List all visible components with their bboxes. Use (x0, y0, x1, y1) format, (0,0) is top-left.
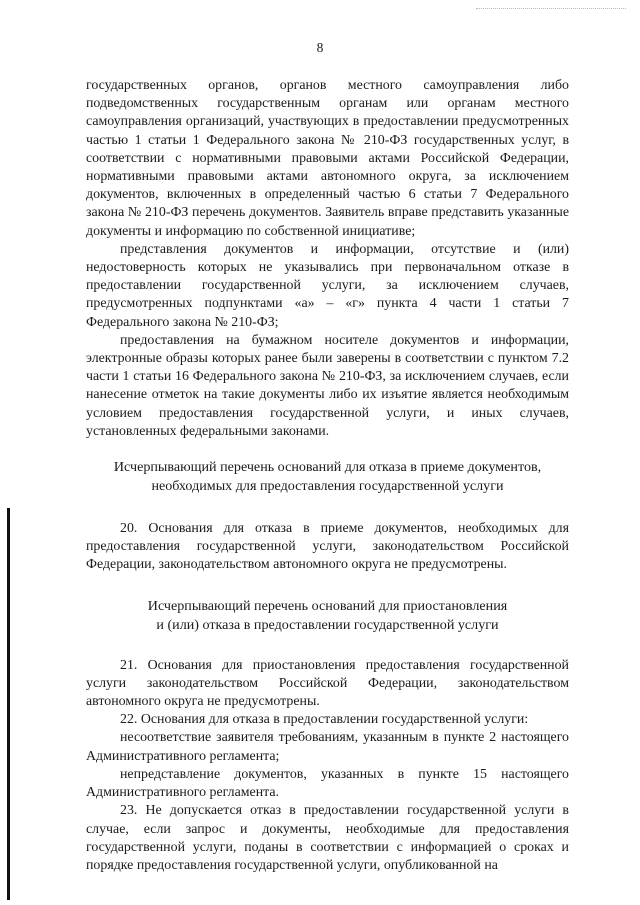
heading-line: необходимых для предоставления государственной услуги (151, 478, 504, 495)
paragraph-23: 23. Не допускается отказ в предоставлении государственной услуги в случае, если запрос и документы, необходимые для предоставления государственной услуги, поданы в соответствии с информацией о сроках и порядке предоставления государственной услуги, опубликованной на (86, 803, 569, 873)
section-heading-refusal-documents (86, 458, 569, 496)
paragraph-21: 21. Основания для приостановления предоставления государственной услуги законодательством Российской Федерации, законодательством автономного округа не предусмотрены. (86, 657, 569, 710)
paragraph-continuation: государственных органов, органов местного самоуправления либо подведомственных государственным органам или органам местного самоуправления организаций, участвующих в предоставлении предусмотренных частью 1 статьи 1 Федерального закона № 210-ФЗ государственных услуг, в соответствии с нормативными правовыми актами Российской Федерации, нормативными правовыми актами автономного округа, за исключением документов, включенных в определенный частью 6 статьи 7 Федерального закона № 210-ФЗ перечень документов. Заявитель вправе представить указанные документы и информацию по собственной инициативе; (86, 78, 569, 239)
paragraph-item: непредставление документов, указанных в пункте 15 настоящего Административного регламента. (86, 766, 569, 801)
binding-margin-bar (7, 508, 10, 900)
paragraph-item: несоответствие заявителя требованиям, указанным в пункте 2 настоящего Административного регламента; (86, 730, 569, 764)
section-heading-suspension-refusal (86, 597, 569, 635)
paragraph-item: предоставления на бумажном носителе документов и информации, электронные образы которых ранее были заверены в соответствии с пунктом 7.2 части 1 статьи 16 Федерального закона № 210-ФЗ, за исключением случаев, если нанесение отметок на такие документы либо их изъятие является необходимым условием предоставления государственной услуги, и иных случаев, установленных федеральными законами. (86, 332, 569, 439)
page-number: 8 (316, 40, 324, 55)
paragraph-item: представления документов и информации, отсутствие и (или) недостоверность которых не указывались при первоначальном отказе в предоставлении государственной услуги, за исключением случаев, предусмотренных подпунктами «а» – «г» пункта 4 части 1 статьи 7 Федерального закона № 210-ФЗ; (86, 241, 569, 330)
document-body (86, 77, 569, 875)
paragraph-22: 22. Основания для отказа в предоставлении государственной услуги: (120, 712, 529, 728)
heading-line: Исчерпывающий перечень оснований для отказа в приеме документов, (113, 459, 542, 476)
paragraph-20: 20. Основания для отказа в приеме документов, необходимых для предоставления государственной услуги, законодательством Российской Федерации, законодательством автономного округа не предусмотрены. (86, 521, 569, 573)
heading-line: Исчерпывающий перечень оснований для приостановления (147, 597, 508, 614)
heading-line: и (или) отказа в предоставлении государственной услуги (156, 616, 499, 633)
scan-artifact (476, 8, 626, 11)
